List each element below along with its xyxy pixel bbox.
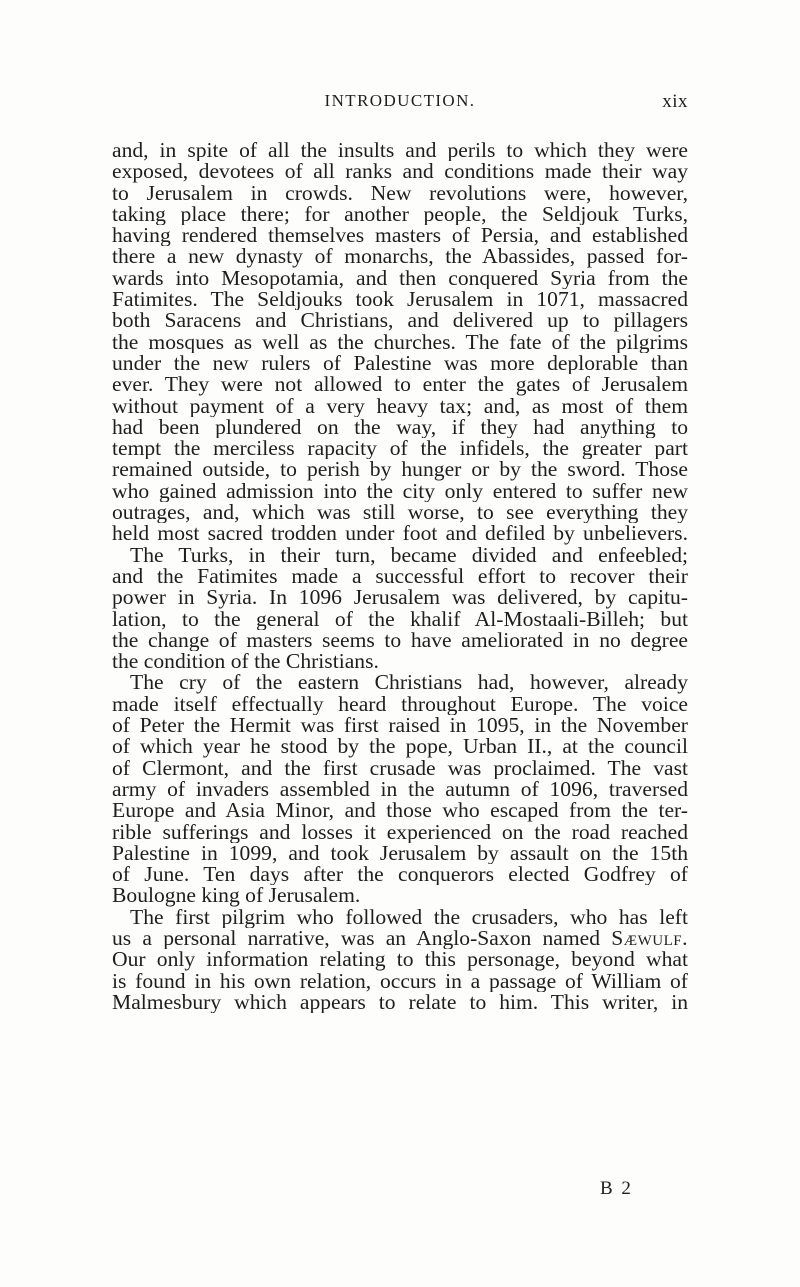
text-line: remained outside, to perish by hunger or by the sword. Those — [112, 459, 688, 481]
text-line: of Peter the Hermit was first raised in 1095, in the November — [112, 715, 688, 737]
text-line: tempt the merciless rapacity of the infidels, the greater part — [112, 438, 688, 460]
running-title: INTRODUCTION. — [324, 91, 476, 110]
author-name: Sæwulf. — [611, 927, 688, 950]
text-line: taking place there; for another people, the Seldjouk Turks, — [112, 203, 688, 226]
text-line: both Saracens and Christians, and delivered up to pillagers — [112, 310, 688, 332]
text-line: Fatimites. The Seldjouks took Jerusalem in 1071, massacred — [112, 289, 688, 311]
text-line: Europe and Asia Minor, and those who escaped from the ter- — [112, 800, 688, 822]
body-text — [112, 140, 688, 1013]
text-line: Palestine in 1099, and took Jerusalem by assault on the 15th — [112, 842, 688, 865]
text-line: and the Fatimites made a successful effort to recover their — [112, 565, 688, 588]
text-line: the condition of the Christians. — [112, 651, 379, 673]
text-line: Our only information relating to this personage, beyond what — [112, 949, 688, 971]
text-line: The Turks, in their turn, became divided and enfeebled; — [130, 544, 688, 566]
text-line: having rendered themselves masters of Persia, and established — [112, 225, 688, 247]
text-line: and, in spite of all the insults and perils to which they were — [112, 140, 688, 162]
text-line: of which year he stood by the pope, Urban II., at the council — [112, 736, 688, 758]
text-line: who gained admission into the city only entered to suffer new — [112, 480, 688, 503]
text-line: had been plundered on the way, if they had anything to — [112, 416, 688, 439]
running-head — [112, 91, 688, 117]
text-line: is found in his own relation, occurs in a passage of William of — [112, 970, 688, 992]
text-line: of June. Ten days after the conquerors elected Godfrey of — [112, 864, 688, 886]
text-line: The first pilgrim who followed the crusaders, who has left — [130, 906, 688, 928]
text-line: the mosques as well as the churches. The fate of the pilgrims — [112, 331, 688, 353]
text-line: wards into Mesopotamia, and then conquered Syria from the — [112, 267, 688, 290]
text-line — [112, 928, 688, 949]
text-line: there a new dynasty of monarchs, the Abassides, passed for- — [112, 246, 688, 268]
text-line: rible sufferings and losses it experienced on the road reached — [112, 821, 688, 843]
text-run: us a personal narrative, was an Anglo-Saxon named — [112, 927, 601, 950]
text-line: under the new rulers of Palestine was more deplorable than — [112, 352, 688, 375]
text-line: exposed, devotees of all ranks and conditions made their way — [112, 161, 688, 183]
signature-mark: B 2 — [600, 1178, 633, 1199]
text-line: ever. They were not allowed to enter the gates of Jerusalem — [112, 374, 688, 396]
page-number: xix — [662, 91, 688, 112]
text-line: army of invaders assembled in the autumn of 1096, traversed — [112, 778, 688, 801]
text-line: outrages, and, which was still worse, to see everything they — [112, 502, 688, 524]
text-line: held most sacred trodden under foot and defiled by unbelievers. — [112, 523, 688, 545]
text-line: without payment of a very heavy tax; and, as most of them — [112, 395, 688, 417]
text-line: made itself effectually heard throughout Europe. The voice — [112, 693, 688, 716]
text-line: Malmesbury which appears to relate to him. This writer, in — [112, 991, 688, 1014]
text-line: The cry of the eastern Christians had, however, already — [130, 672, 688, 694]
text-line: lation, to the general of the khalif Al-Mostaali-Billeh; but — [112, 608, 688, 630]
text-line: of Clermont, and the first crusade was proclaimed. The vast — [112, 757, 688, 779]
text-line: to Jerusalem in crowds. New revolutions were, however, — [112, 182, 688, 204]
text-line: Boulogne king of Jerusalem. — [112, 885, 361, 907]
text-line: power in Syria. In 1096 Jerusalem was delivered, by capitu- — [112, 587, 688, 609]
text-line: the change of masters seems to have ameliorated in no degree — [112, 629, 688, 652]
